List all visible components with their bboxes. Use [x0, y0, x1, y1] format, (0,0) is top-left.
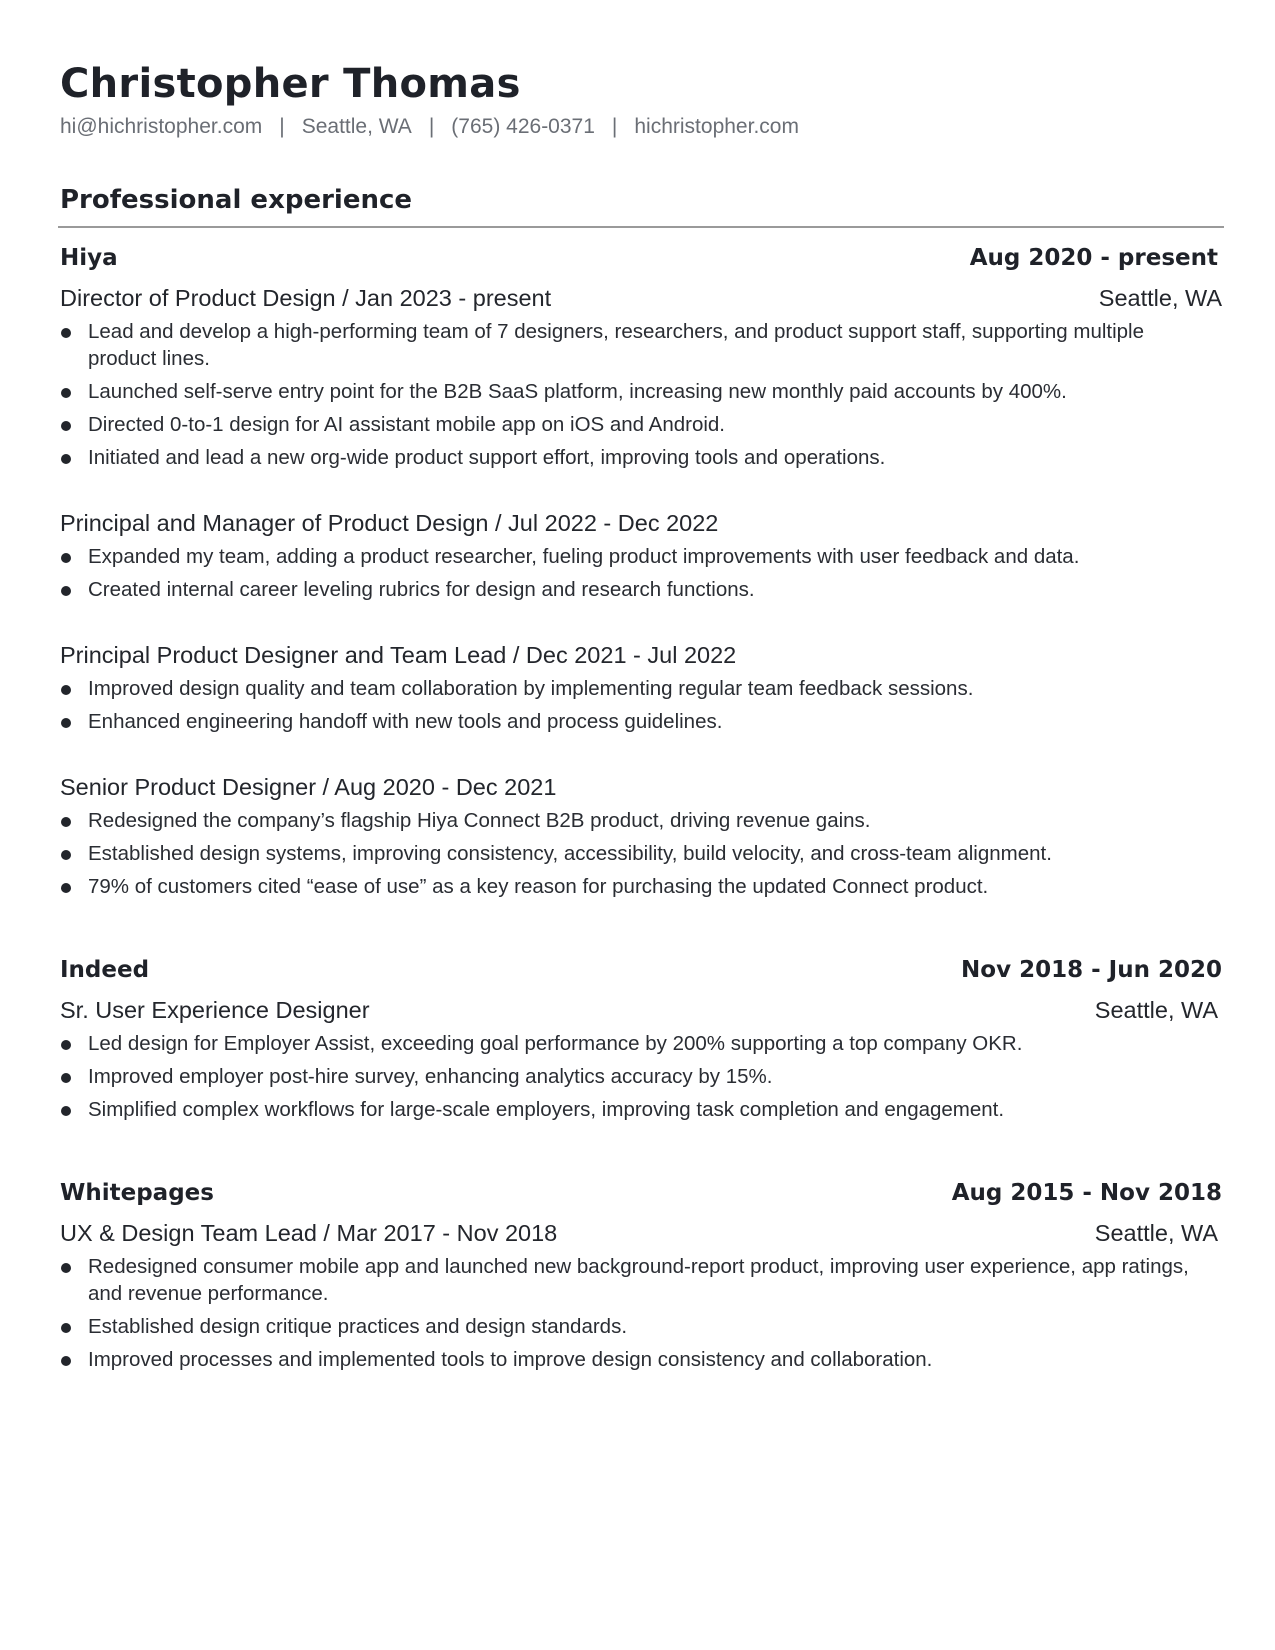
- bullet-text: Redesigned consumer mobile app and launched new background-report product, improving user experience, app ratings, and revenue performance.: [88, 1255, 1189, 1305]
- company-location: Seattle, WA: [1094, 1220, 1218, 1246]
- bullet-item: [60, 840, 1226, 867]
- role-title: Sr. User Experience Designer: [60, 997, 370, 1023]
- section-title-experience: Professional experience: [60, 185, 413, 215]
- contact-email[interactable]: hi@hichristopher.com: [60, 115, 263, 138]
- bullet-dot-icon: [61, 718, 71, 728]
- resume-page: [60, 56, 1226, 1379]
- bullet-item: [60, 411, 1226, 438]
- bullet-item: [60, 378, 1226, 405]
- contact-location: Seattle, WA: [301, 115, 412, 138]
- bullet-text: Expanded my team, adding a product researcher, fueling product improvements with user feedback and data.: [88, 545, 1080, 568]
- bullet-text: Led design for Employer Assist, exceeding goal performance by 200% supporting a top company OKR.: [88, 1032, 1023, 1055]
- bullet-item: [60, 543, 1226, 570]
- bullet-dot-icon: [61, 850, 71, 860]
- bullet-item: [60, 444, 1226, 471]
- company-header: [60, 1177, 1226, 1209]
- bullet-list: [60, 807, 1226, 900]
- bullet-dot-icon: [61, 1356, 71, 1366]
- bullet-text: Simplified complex workflows for large-scale employers, improving task completion and engagement.: [88, 1098, 1005, 1121]
- bullet-dot-icon: [61, 1263, 71, 1273]
- bullet-text: Lead and develop a high-performing team of 7 designers, researchers, and product support staff, supporting multiple product lines.: [88, 320, 1145, 370]
- role-title: UX & Design Team Lead / Mar 2017 - Nov 2018: [60, 1220, 558, 1246]
- bullet-list: [60, 318, 1226, 471]
- company-location: Seattle, WA: [1094, 997, 1218, 1023]
- bullet-dot-icon: [61, 1323, 71, 1333]
- role-title: Principal Product Designer and Team Lead / Dec 2021 - Jul 2022: [60, 642, 737, 668]
- bullet-dot-icon: [61, 388, 71, 398]
- role-block: [60, 770, 1226, 900]
- bullet-list: [60, 675, 1226, 735]
- company-name: Indeed: [60, 957, 150, 983]
- company-block-whitepages: [60, 1177, 1226, 1373]
- company-block-indeed: [60, 954, 1226, 1123]
- bullet-dot-icon: [61, 328, 71, 338]
- role-block: [60, 506, 1226, 603]
- bullet-text: Established design critique practices and design standards.: [88, 1315, 628, 1338]
- company-header: [60, 954, 1226, 986]
- bullet-item: [60, 1346, 1226, 1373]
- contact-website[interactable]: hichristopher.com: [634, 115, 799, 138]
- bullet-text: Improved employer post-hire survey, enhancing analytics accuracy by 15%.: [88, 1065, 773, 1088]
- bullet-text: 79% of customers cited “ease of use” as a key reason for purchasing the updated Connect product.: [88, 875, 989, 898]
- bullet-dot-icon: [61, 685, 71, 695]
- section-divider: [58, 226, 1224, 228]
- company-dates: Aug 2020 - present: [969, 245, 1218, 271]
- bullet-text: Redesigned the company’s flagship Hiya Connect B2B product, driving revenue gains.: [88, 809, 871, 832]
- bullet-item: [60, 1030, 1226, 1057]
- bullet-dot-icon: [61, 1040, 71, 1050]
- bullet-text: Improved design quality and team collaboration by implementing regular team feedback sessions.: [88, 677, 974, 700]
- role-header: [60, 281, 1226, 315]
- bullet-text: Directed 0-to-1 design for AI assistant mobile app on iOS and Android.: [88, 413, 726, 436]
- bullet-item: [60, 576, 1226, 603]
- bullet-dot-icon: [61, 817, 71, 827]
- role-header: [60, 1216, 1226, 1250]
- bullet-text: Initiated and lead a new org-wide product support effort, improving tools and operations.: [88, 446, 886, 469]
- bullet-dot-icon: [61, 586, 71, 596]
- candidate-name: Christopher Thomas: [60, 61, 521, 107]
- contact-separator: |: [611, 115, 618, 138]
- role-title: Principal and Manager of Product Design / Jul 2022 - Dec 2022: [60, 510, 719, 536]
- bullet-text: Improved processes and implemented tools to improve design consistency and collaboration.: [88, 1348, 933, 1371]
- company-name: Whitepages: [60, 1180, 214, 1206]
- bullet-text: Enhanced engineering handoff with new tools and process guidelines.: [88, 710, 723, 733]
- company-dates: Aug 2015 - Nov 2018: [951, 1180, 1222, 1206]
- bullet-dot-icon: [61, 421, 71, 431]
- company-dates: Nov 2018 - Jun 2020: [961, 957, 1222, 983]
- bullet-text: Created internal career leveling rubrics for design and research functions.: [88, 578, 755, 601]
- bullet-dot-icon: [61, 553, 71, 563]
- company-block-hiya: [60, 242, 1226, 900]
- bullet-list: [60, 1030, 1226, 1123]
- contact-phone[interactable]: (765) 426-0371: [451, 115, 595, 138]
- company-header: [60, 242, 1226, 274]
- contact-line: [60, 112, 1226, 142]
- bullet-item: [60, 807, 1226, 834]
- bullet-item: [60, 1096, 1226, 1123]
- bullet-item: [60, 873, 1226, 900]
- contact-separator: |: [279, 115, 285, 138]
- company-location: Seattle, WA: [1098, 285, 1222, 311]
- bullet-text: Launched self-serve entry point for the B2B SaaS platform, increasing new monthly paid accounts by 400%.: [88, 380, 1067, 403]
- bullet-list: [60, 543, 1226, 603]
- bullet-item: [60, 1063, 1226, 1090]
- bullet-item: [60, 675, 1226, 702]
- role-header: [60, 993, 1226, 1027]
- bullet-item: [60, 708, 1226, 735]
- role-block: [60, 638, 1226, 735]
- bullet-item: [60, 1253, 1226, 1307]
- bullet-item: [60, 1313, 1226, 1340]
- bullet-dot-icon: [61, 1106, 71, 1116]
- role-title: Senior Product Designer / Aug 2020 - Dec 2021: [60, 774, 557, 800]
- bullet-dot-icon: [61, 883, 71, 893]
- role-title: Director of Product Design / Jan 2023 - present: [60, 285, 552, 311]
- bullet-list: [60, 1253, 1226, 1373]
- bullet-dot-icon: [61, 454, 71, 464]
- bullet-item: [60, 318, 1226, 372]
- bullet-dot-icon: [61, 1073, 71, 1083]
- bullet-text: Established design systems, improving consistency, accessibility, build velocity, and cross-team alignment.: [88, 842, 1052, 865]
- contact-separator: |: [428, 115, 435, 138]
- company-name: Hiya: [60, 245, 118, 271]
